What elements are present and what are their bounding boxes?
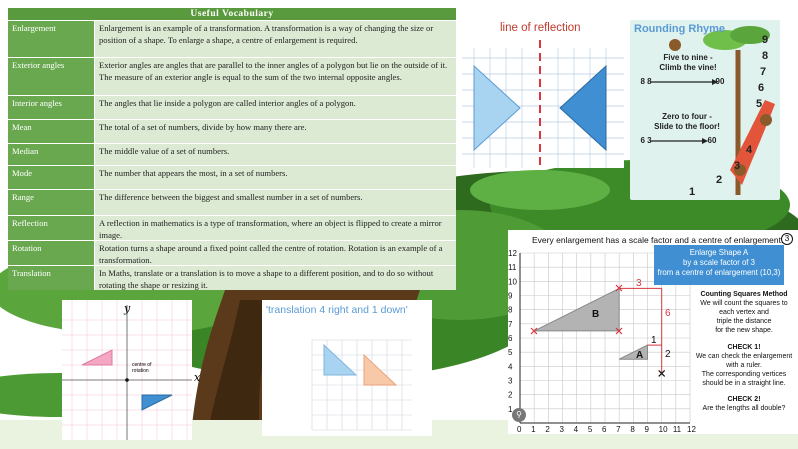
task-box xyxy=(654,245,784,285)
task-line: by a scale factor of 3 xyxy=(683,258,755,267)
term-cell: Translation xyxy=(8,266,94,290)
check1-title: CHECK 1! xyxy=(727,344,761,351)
check2-line: Are the lengths all double? xyxy=(702,405,786,412)
x-tick-label: 1 xyxy=(531,425,536,434)
shape-a-label: A xyxy=(636,350,644,361)
rhyme-line: Five to nine - xyxy=(663,53,713,62)
y-tick-label: 6 xyxy=(508,334,513,343)
distance-label: 3 xyxy=(636,278,642,289)
table-row xyxy=(8,165,456,189)
term-cell: Mean xyxy=(8,120,94,143)
term-cell: Reflection xyxy=(8,216,94,240)
y-tick-label: 3 xyxy=(508,376,513,386)
method-line: each vertex and xyxy=(719,309,769,316)
definition-cell: The number that appears the most, in a set of numbers. xyxy=(94,166,456,189)
y-tick-label: 7 xyxy=(508,319,513,329)
method-line: triple the distance xyxy=(716,318,772,325)
definition-cell: In Maths, translate or a translation is to move a shape to a different position, and to do so without rotating the shape or resizing it. xyxy=(94,266,456,290)
term-cell: Range xyxy=(8,190,94,215)
ladder-number: 4 xyxy=(745,144,753,156)
table-row xyxy=(8,57,456,95)
table-row xyxy=(8,143,456,165)
x-tick-label: 0 xyxy=(517,425,522,434)
term-cell: Interior angles xyxy=(8,96,94,119)
x-tick-label: 2 xyxy=(545,425,550,434)
definition-cell: The angles that lie inside a polygon are called interior angles of a polygon. xyxy=(94,96,456,119)
translation-diagram xyxy=(262,300,432,436)
x-tick-label: 8 xyxy=(630,425,635,434)
distance-label: 2 xyxy=(665,349,671,360)
definition-cell: Exterior angles are angles that are parallel to the inner angles of a polygon but lie on the outside of it. The measure of an exterior angle is equal to the sum of the two internal opposite angles. xyxy=(94,58,456,95)
x-tick-label: 7 xyxy=(616,425,621,434)
definition-cell: The middle value of a set of numbers. xyxy=(94,144,456,165)
definition-cell: The difference between the biggest and smallest number in a set of numbers. xyxy=(94,190,456,215)
method-line: for the new shape. xyxy=(715,327,773,334)
rhyme-example: 6 3 xyxy=(640,136,652,145)
x-tick-label: 6 xyxy=(602,425,607,434)
x-tick-label: 3 xyxy=(559,425,564,434)
check1-line: should be in a straight line. xyxy=(702,380,786,387)
method-notes xyxy=(690,290,798,413)
check1-line: We can check the enlargement xyxy=(695,353,793,360)
y-tick-label: 10 xyxy=(508,277,517,287)
rhyme-line: Zero to four - xyxy=(662,112,712,121)
term-cell: Exterior angles xyxy=(8,58,94,95)
term-cell: Enlargement xyxy=(8,21,94,57)
y-tick-label: 5 xyxy=(508,348,513,358)
rhyme-line: Climb the vine! xyxy=(659,63,717,72)
y-tick-label: 8 xyxy=(508,305,513,315)
reflection-diagram xyxy=(462,18,624,168)
check1-line: with a ruler. xyxy=(726,362,762,369)
x-tick-label: 10 xyxy=(658,425,668,434)
distance-label: 6 xyxy=(665,308,671,319)
x-tick-label: 9 xyxy=(644,425,649,434)
rhyme-example: 8 8 xyxy=(640,77,652,86)
centre-point xyxy=(125,378,129,382)
check2-title: CHECK 2! xyxy=(727,396,761,403)
x-tick-label: 11 xyxy=(672,425,682,434)
task-line: from a centre of enlargement (10,3) xyxy=(657,268,781,277)
definition-cell: The total of a set of numbers, divide by how many there are. xyxy=(94,120,456,143)
step-number: 3 xyxy=(781,233,793,245)
x-tick-label: 5 xyxy=(587,425,593,434)
term-cell: Rotation xyxy=(8,241,94,265)
table-row xyxy=(8,240,456,265)
y-tick-label: 1 xyxy=(508,404,513,414)
y-tick-label: 11 xyxy=(508,263,517,273)
y-tick-label: 4 xyxy=(508,362,513,372)
method-title: Counting Squares Method xyxy=(700,291,788,298)
rhyme-line: Slide to the floor! xyxy=(654,122,720,131)
ladder-number: 6 xyxy=(757,82,765,94)
check1-line: The corresponding vertices xyxy=(701,371,787,378)
table-row xyxy=(8,119,456,143)
rounding-rhyme-panel xyxy=(630,20,780,200)
table-row xyxy=(8,20,456,57)
vocabulary-title: Useful Vocabulary xyxy=(8,8,456,20)
table-row xyxy=(8,215,456,240)
rhyme-title: Rounding Rhyme xyxy=(634,23,726,35)
shape-b-label: B xyxy=(592,309,600,320)
definition-cell: A reflection in mathematics is a type of transformation, where an object is flipped to create a mirror image. xyxy=(94,216,456,240)
task-line: Enlarge Shape A xyxy=(689,248,749,257)
term-cell: Median xyxy=(8,144,94,165)
reflection-title: line of reflection xyxy=(500,22,581,34)
rhyme-example: 90 xyxy=(715,77,725,86)
slide-illustration xyxy=(630,20,780,200)
monkey-icon xyxy=(760,114,772,126)
ladder-number: 9 xyxy=(761,34,769,46)
x-tick-label: 4 xyxy=(573,425,579,434)
table-row xyxy=(8,95,456,119)
rotation-diagram xyxy=(62,300,192,440)
enlargement-heading: Every enlargement has a scale factor and a centre of enlargement. xyxy=(532,235,784,245)
definition-cell: Enlargement is an example of a transformation. A transformation is a way of changing the size or position of a shape. To enlarge a shape, a centre of enlargement is required. xyxy=(94,21,456,57)
x-tick-label: 12 xyxy=(687,425,696,434)
x-axis-label: x xyxy=(194,371,201,384)
y-tick-label: 12 xyxy=(508,249,517,258)
centre-label: centre of rotation xyxy=(132,362,152,374)
distance-label: 1 xyxy=(651,335,657,346)
vocabulary-table xyxy=(8,8,456,290)
ladder-number: 1 xyxy=(688,186,696,198)
definition-cell: Rotation turns a shape around a fixed point called the centre of rotation. Rotation is an example of a transformation. xyxy=(94,241,456,265)
table-row xyxy=(8,189,456,215)
ladder-number: 7 xyxy=(759,66,767,78)
table-row xyxy=(8,265,456,290)
ladder-number: 5 xyxy=(755,98,763,110)
monkey-icon xyxy=(669,39,681,51)
y-axis-label: y xyxy=(124,302,131,315)
y-tick-label: 9 xyxy=(508,291,513,301)
ladder-number: 8 xyxy=(761,50,769,62)
ladder-number: 3 xyxy=(733,160,741,172)
method-line: We will count the squares to xyxy=(700,300,788,307)
zoom-icon[interactable]: ⚲ xyxy=(512,408,526,422)
rhyme-example: 60 xyxy=(707,136,717,145)
y-tick-label: 2 xyxy=(508,390,513,400)
translation-title: 'translation 4 right and 1 down' xyxy=(266,304,408,316)
term-cell: Mode xyxy=(8,166,94,189)
ladder-number: 2 xyxy=(715,174,723,186)
